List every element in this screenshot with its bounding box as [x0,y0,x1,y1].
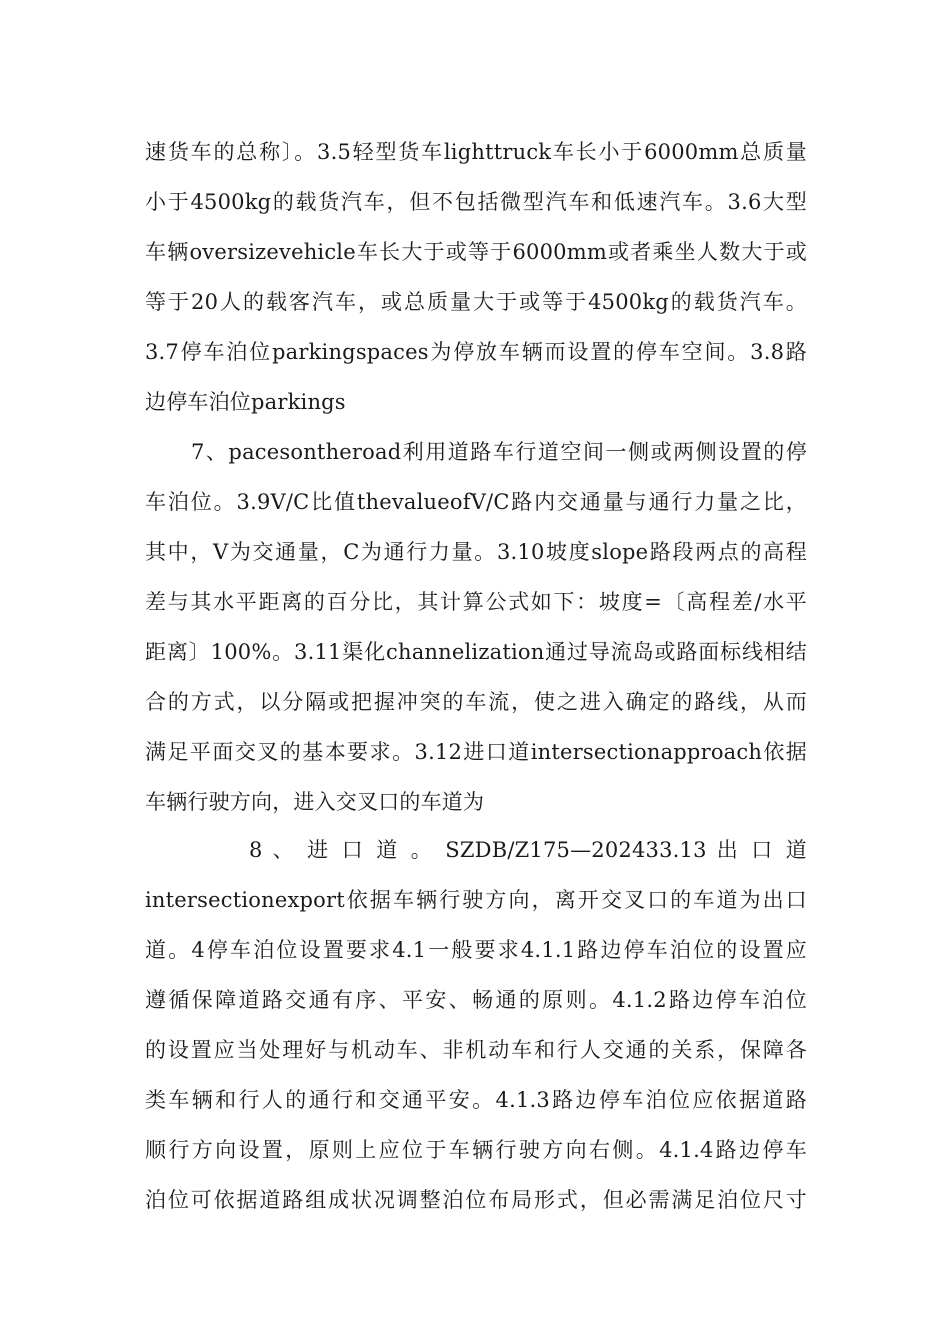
p2-line-8: 车辆行驶方向，进入交叉口的车道为 [145,790,485,814]
p1-line-2: 小于4500kg的载货汽车，但不包括微型汽车和低速汽车。3.6大型 [145,190,807,214]
p1-line-3: 车辆oversizevehicle车长大于或等于6000mm或者乘坐人数大于或 [145,240,807,264]
p2-line-7: 满足平面交叉的基本要求。3.12进口道intersectionapproach依据 [145,740,807,764]
p2-line-3: 其中，V为交通量，C为通行力量。3.10坡度slope路段两点的高程 [145,540,807,564]
p1-line-4: 等于20人的载客汽车，或总质量大于或等于4500kg的载货汽车。 [145,290,807,314]
p2-line-1: 7、pacesontheroad利用道路车行道空间一侧或两侧设置的停 [191,440,807,464]
p3-line-6: 类车辆和行人的通行和交通平安。4.1.3路边停车泊位应依据道路 [145,1088,807,1112]
p3-line-8: 泊位可依据道路组成状况调整泊位布局形式，但必需满足泊位尺寸 [145,1188,807,1212]
p3-line-2: intersectionexport依据车辆行驶方向，离开交叉口的车道为出口 [145,888,807,912]
p2-line-2: 车泊位。3.9V/C比值thevalueofV/C路内交通量与通行力量之比， [145,490,807,514]
p1-line-1: 速货车的总称〕。3.5轻型货车lighttruck车长小于6000mm总质量 [145,140,807,164]
p3-line-1: 8 、 进 口 道 。 SZDB/Z175—202433.13 出 口 道 [249,838,807,862]
p2-line-5: 距离〕100%。3.11渠化channelization通过导流岛或路面标线相结 [145,640,807,664]
p2-line-6: 合的方式，以分隔或把握冲突的车流，使之进入确定的路线，从而 [145,690,807,714]
p1-line-6: 边停车泊位parkings [145,390,346,414]
p3-line-5: 的设置应当处理好与机动车、非机动车和行人交通的关系，保障各 [145,1038,807,1062]
p3-line-3: 道。4停车泊位设置要求4.1一般要求4.1.1路边停车泊位的设置应 [145,938,807,962]
p3-line-7: 顺行方向设置，原则上应位于车辆行驶方向右侧。4.1.4路边停车 [145,1138,807,1162]
p1-line-5: 3.7停车泊位parkingspaces为停放车辆而设置的停车空间。3.8路 [145,340,807,364]
p3-line-4: 遵循保障道路交通有序、平安、畅通的原则。4.1.2路边停车泊位 [145,988,807,1012]
p2-line-4: 差与其水平距离的百分比，其计算公式如下：坡度=〔高程差/水平 [145,590,807,614]
